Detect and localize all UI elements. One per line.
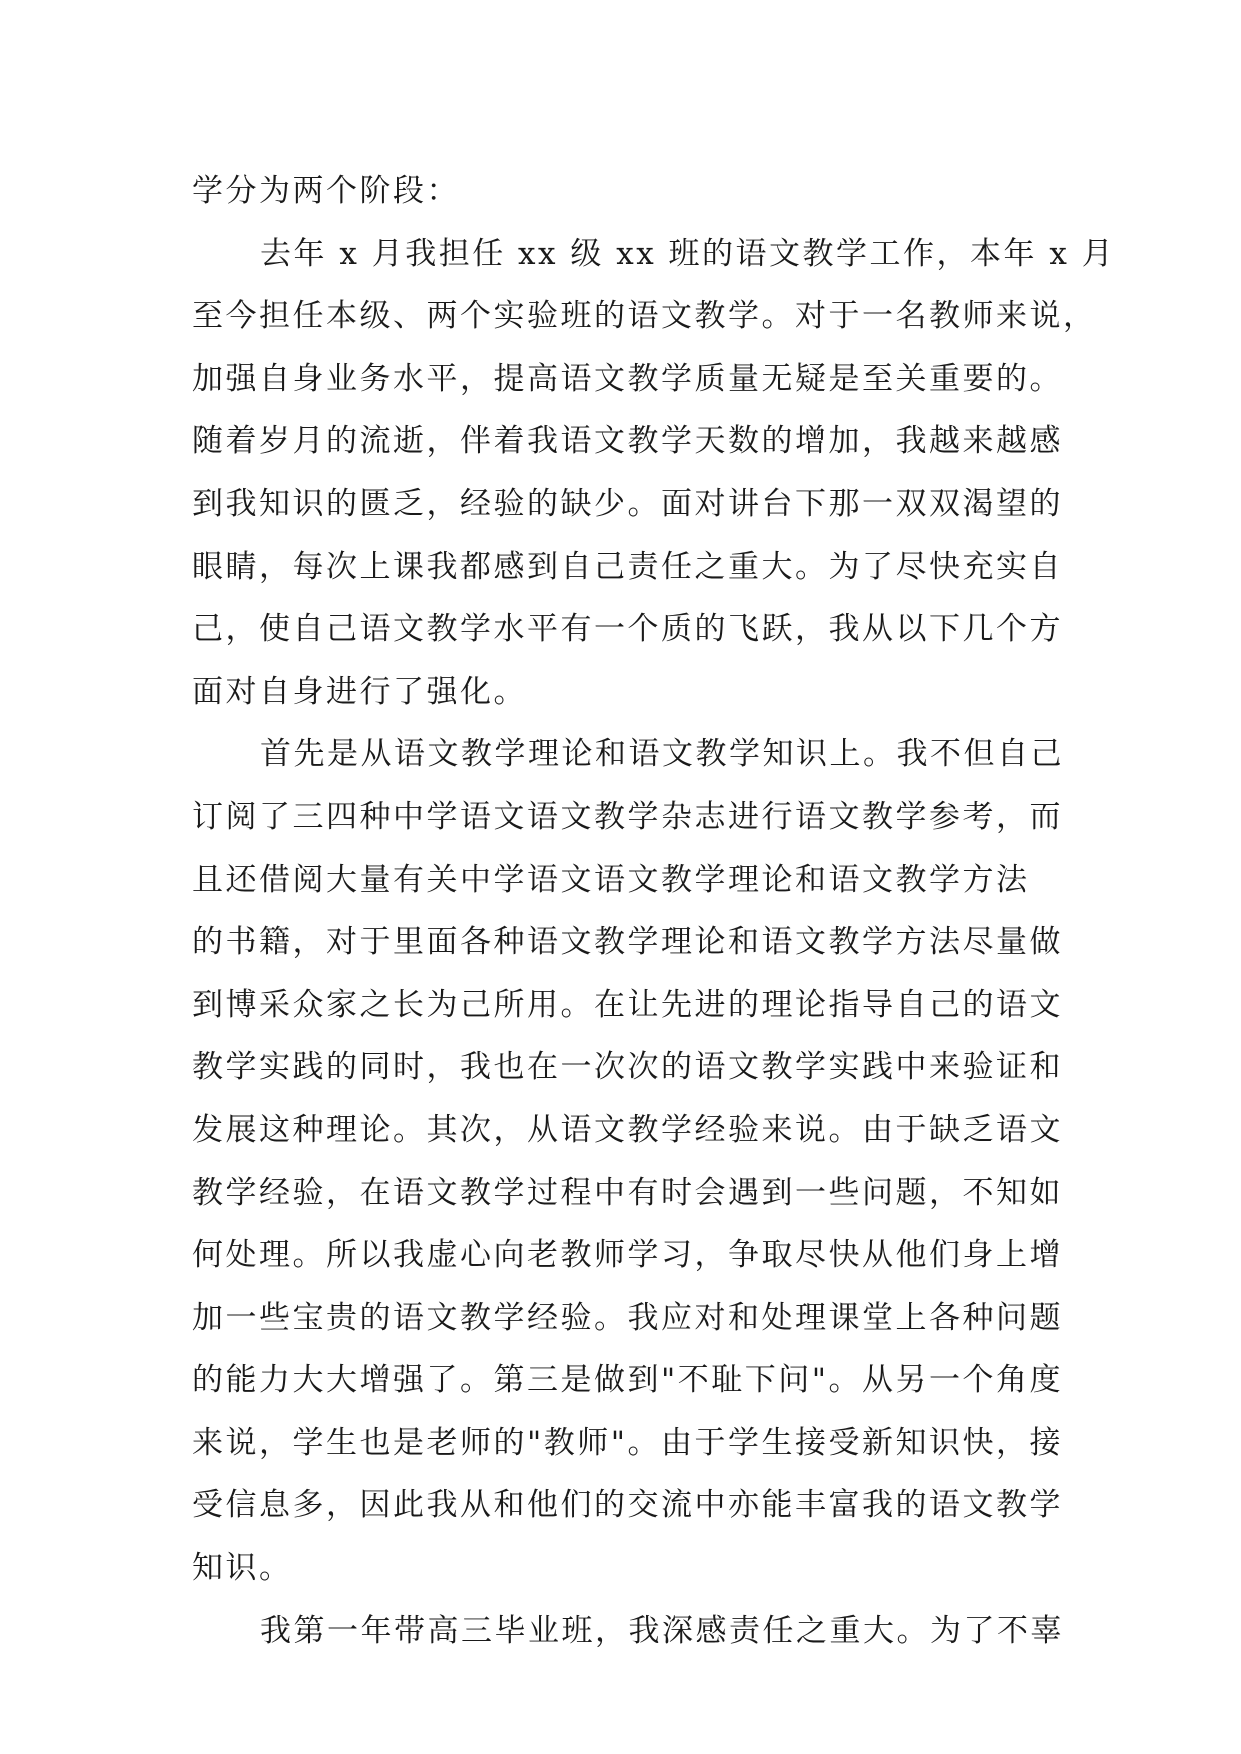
text-line: 何处理。所以我虚心向老教师学习，争取尽快从他们身上增 (192, 1237, 1063, 1274)
text-line: 学分为两个阶段： (192, 173, 460, 209)
paragraph-first-line: 首先是从语文教学理论和语文教学知识上。我不但自己 (260, 736, 1064, 773)
text-line: 订阅了三四种中学语文语文教学杂志进行语文教学参考，而 (192, 798, 1063, 835)
paragraph-first-line: 去年 x 月我担任 xx 级 xx 班的语文教学工作，本年 x 月 (260, 235, 1116, 272)
text-line: 加强自身业务水平，提高语文教学质量无疑是至关重要的。 (192, 360, 1063, 397)
paragraph-first-line: 我第一年带高三毕业班，我深感责任之重大。为了不辜 (260, 1612, 1064, 1649)
text-line: 教学经验，在语文教学过程中有时会遇到一些问题，不知如 (192, 1174, 1063, 1211)
text-line: 至今担任本级、两个实验班的语文教学。对于一名教师来说， (192, 298, 1097, 335)
text-line: 到博采众家之长为己所用。在让先进的理论指导自己的语文 (192, 986, 1063, 1023)
text-line: 知识。 (192, 1550, 293, 1587)
text-line: 来说，学生也是老师的"教师"。由于学生接受新知识快，接 (192, 1424, 1064, 1461)
text-line: 教学实践的同时，我也在一次次的语文教学实践中来验证和 (192, 1049, 1063, 1086)
text-line: 受信息多，因此我从和他们的交流中亦能丰富我的语文教学 (192, 1487, 1063, 1524)
text-line: 的书籍，对于里面各种语文教学理论和语文教学方法尽量做 (192, 924, 1063, 961)
text-line: 随着岁月的流逝，伴着我语文教学天数的增加，我越来越感 (192, 423, 1063, 460)
text-line: 且还借阅大量有关中学语文语文教学理论和语文教学方法 (192, 861, 1030, 898)
text-line: 发展这种理论。其次，从语文教学经验来说。由于缺乏语文 (192, 1111, 1063, 1148)
text-line: 加一些宝贵的语文教学经验。我应对和处理课堂上各种问题 (192, 1299, 1063, 1336)
text-line: 己，使自己语文教学水平有一个质的飞跃，我从以下几个方 (192, 611, 1063, 648)
text-line: 到我知识的匮乏，经验的缺少。面对讲台下那一双双渴望的 (192, 485, 1063, 522)
document-body (192, 160, 1116, 1662)
text-line: 眼睛，每次上课我都感到自己责任之重大。为了尽快充实自 (192, 548, 1063, 585)
text-line: 的能力大大增强了。第三是做到"不耻下问"。从另一个角度 (192, 1362, 1064, 1399)
text-line: 面对自身进行了强化。 (192, 673, 527, 710)
